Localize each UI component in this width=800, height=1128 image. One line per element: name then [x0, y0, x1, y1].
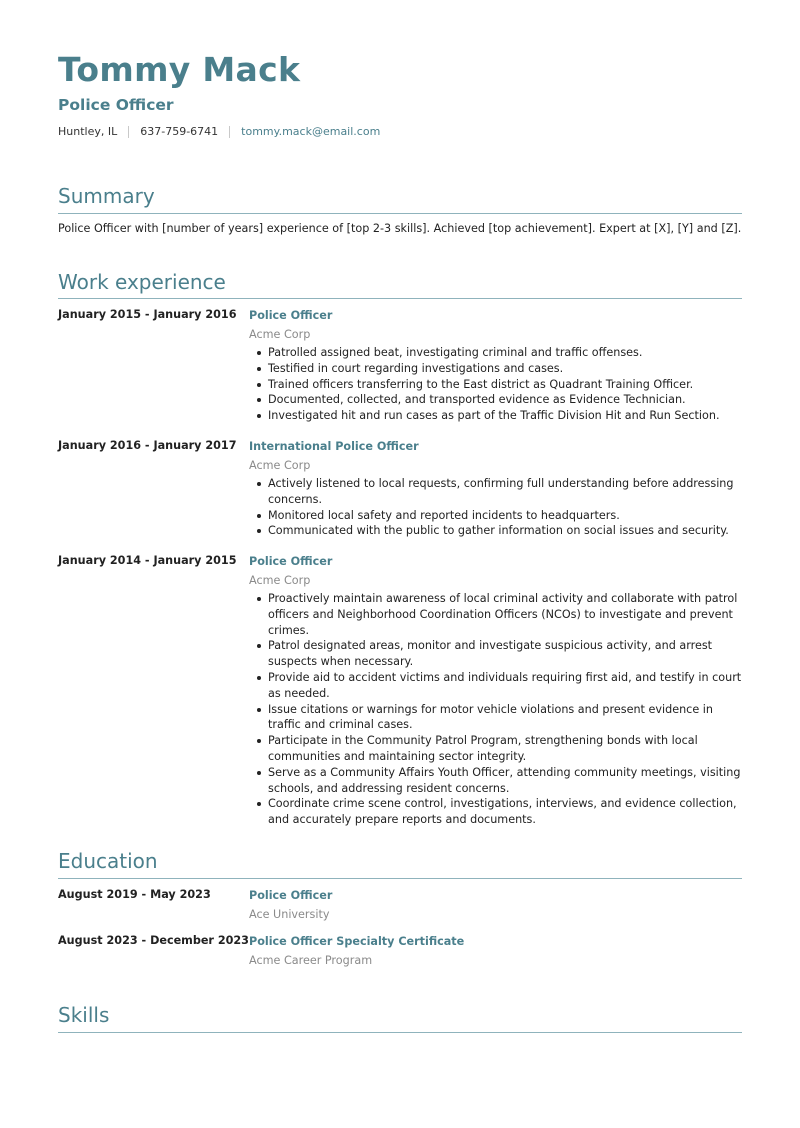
bullet-item: Monitored local safety and reported incidents to headquarters. — [249, 508, 742, 524]
work-entry-title: Police Officer — [249, 309, 333, 322]
work-entry-bullets — [249, 476, 742, 539]
contact-location: Huntley, IL — [58, 125, 118, 138]
contact-phone: 637-759-6741 — [140, 125, 219, 138]
contact-email-link[interactable]: tommy.mack@email.com — [241, 125, 381, 138]
bullet-item: Coordinate crime scene control, investigations, interviews, and evidence collection, and accurately prepare reports and documents. — [249, 796, 742, 828]
education-entry-date: August 2023 - December 2023 — [58, 934, 249, 947]
work-entry-date: January 2014 - January 2015 — [58, 554, 237, 567]
education-entry-body — [249, 888, 742, 922]
section-title-summary: Summary — [58, 184, 155, 208]
work-entry-bullets — [249, 345, 742, 424]
education-entry-body — [249, 934, 742, 968]
section-divider — [58, 1032, 742, 1033]
work-entry-title: International Police Officer — [249, 440, 419, 453]
work-entry-body — [249, 439, 742, 539]
bullet-item: Trained officers transferring to the East district as Quadrant Training Officer. — [249, 377, 742, 393]
bullet-item: Participate in the Community Patrol Program, strengthening bonds with local communities and maintaining sector integrity. — [249, 733, 742, 765]
section-title-work-experience: Work experience — [58, 270, 226, 294]
bullet-item: Documented, collected, and transported evidence as Evidence Technician. — [249, 392, 742, 408]
education-entry-degree: Police Officer Specialty Certificate — [249, 935, 465, 948]
bullet-item: Provide aid to accident victims and individuals requiring first aid, and testify in court as needed. — [249, 670, 742, 702]
candidate-headline: Police Officer — [58, 96, 174, 114]
section-title-education: Education — [58, 849, 158, 873]
work-entry-date: January 2015 - January 2016 — [58, 308, 237, 321]
section-divider — [58, 878, 742, 879]
summary-text: Police Officer with [number of years] experience of [top 2-3 skills]. Achieved [top achievement]. Expert at [X], [Y] and [Z]. — [58, 222, 742, 235]
education-entry-date: August 2019 - May 2023 — [58, 888, 211, 901]
bullet-item: Patrolled assigned beat, investigating criminal and traffic offenses. — [249, 345, 742, 361]
section-title-skills: Skills — [58, 1003, 110, 1027]
bullet-item: Communicated with the public to gather information on social issues and security. — [249, 523, 742, 539]
bullet-item: Actively listened to local requests, confirming full understanding before addressing concerns. — [249, 476, 742, 508]
work-entry-body — [249, 308, 742, 424]
bullet-item: Proactively maintain awareness of local criminal activity and collaborate with patrol officers and Neighborhood Coordination Officers (NCOs) to investigate and prevent crimes. — [249, 591, 742, 638]
bullet-item: Investigated hit and run cases as part of the Traffic Division Hit and Run Section. — [249, 408, 742, 424]
section-divider — [58, 298, 742, 299]
work-entry-company: Acme Corp — [249, 574, 311, 587]
work-entry-company: Acme Corp — [249, 328, 311, 341]
education-entry-degree: Police Officer — [249, 889, 333, 902]
candidate-name: Tommy Mack — [58, 50, 301, 89]
bullet-item: Serve as a Community Affairs Youth Officer, attending community meetings, visiting schools, and addressing resident concerns. — [249, 765, 742, 797]
contact-divider — [229, 126, 230, 138]
education-entry-school: Ace University — [249, 908, 330, 921]
work-entry-date: January 2016 - January 2017 — [58, 439, 237, 452]
contact-line — [58, 125, 380, 138]
work-entry-bullets — [249, 591, 742, 828]
work-entry-body — [249, 554, 742, 828]
bullet-item: Testified in court regarding investigations and cases. — [249, 361, 742, 377]
education-entry-school: Acme Career Program — [249, 954, 373, 967]
contact-divider — [128, 126, 129, 138]
work-entry-title: Police Officer — [249, 555, 333, 568]
work-entry-company: Acme Corp — [249, 459, 311, 472]
bullet-item: Issue citations or warnings for motor vehicle violations and present evidence in traffic and criminal cases. — [249, 702, 742, 734]
section-divider — [58, 213, 742, 214]
bullet-item: Patrol designated areas, monitor and investigate suspicious activity, and arrest suspects when necessary. — [249, 638, 742, 670]
